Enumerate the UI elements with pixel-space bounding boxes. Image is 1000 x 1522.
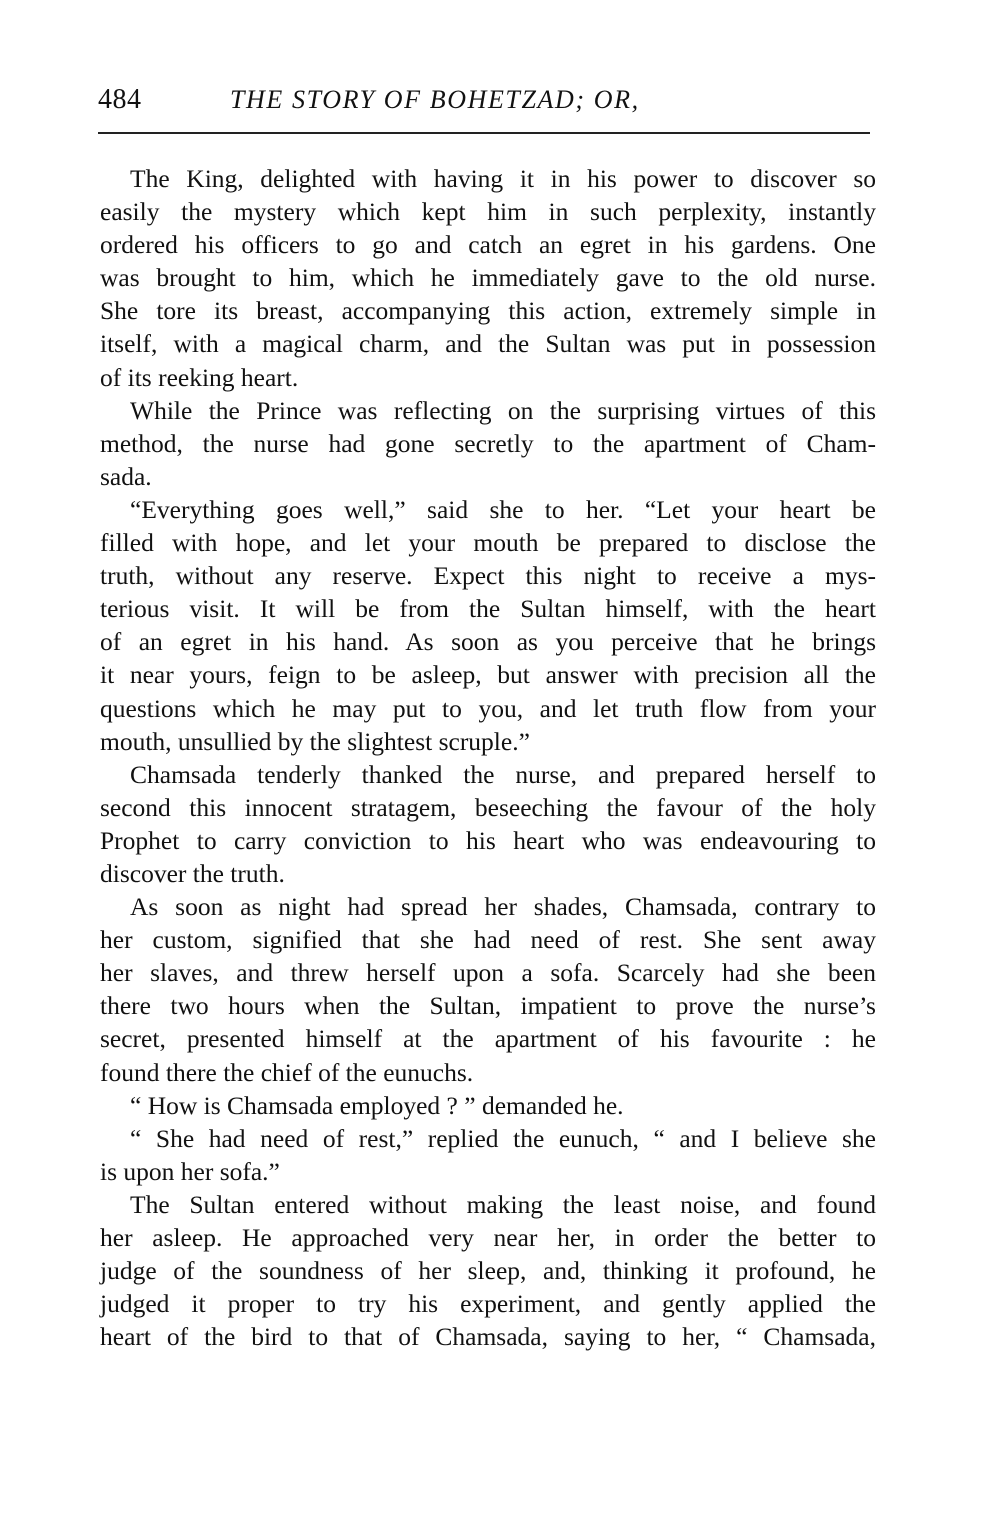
text-line: easily the mystery which kept him in such perplexity, instantly: [100, 197, 876, 227]
text-line: method, the nurse had gone secretly to the apartment of Cham-: [100, 428, 876, 458]
text-line: found there the chief of the eunuchs.: [100, 1057, 474, 1087]
text-line: second this innocent stratagem, beseeching the favour of the holy: [100, 792, 876, 822]
text-line: terious visit. It will be from the Sultan himself, with the heart: [100, 594, 876, 624]
text-line: While the Prince was reflecting on the surprising virtues of this: [130, 395, 876, 425]
header-rule: [98, 132, 870, 134]
text-line: questions which he may put to you, and let truth flow from your: [100, 693, 876, 723]
text-line: truth, without any reserve. Expect this night to receive a mys-: [100, 561, 876, 591]
text-line: sada.: [100, 461, 152, 491]
text-line: discover the truth.: [100, 858, 285, 888]
text-line: of an egret in his hand. As soon as you perceive that he brings: [100, 627, 876, 657]
text-line: judged it proper to try his experiment, and gently applied the: [100, 1289, 876, 1319]
text-line: The Sultan entered without making the least noise, and found: [130, 1189, 876, 1219]
text-line: itself, with a magical charm, and the Sultan was put in possession: [100, 329, 876, 359]
text-line: is upon her sofa.”: [100, 1156, 280, 1186]
text-line: As soon as night had spread her shades, Chamsada, contrary to: [130, 892, 876, 922]
text-line: her custom, signified that she had need of rest. She sent away: [100, 925, 876, 955]
text-line: judge of the soundness of her sleep, and, thinking it profound, he: [100, 1256, 876, 1286]
body-text: [100, 162, 876, 1353]
text-line: there two hours when the Sultan, impatient to prove the nurse’s: [100, 991, 876, 1021]
text-line: “ How is Chamsada employed ? ” demanded he.: [130, 1090, 624, 1120]
text-line: “Everything goes well,” said she to her. “Let your heart be: [130, 494, 876, 524]
text-line: secret, presented himself at the apartment of his favourite : he: [100, 1024, 876, 1054]
text-line: She tore its breast, accompanying this action, extremely simple in: [100, 296, 876, 326]
page-number: 484: [98, 84, 142, 115]
text-line: Prophet to carry conviction to his heart who was endeavouring to: [100, 825, 876, 855]
text-line: “ She had need of rest,” replied the eunuch, “ and I believe she: [130, 1123, 876, 1153]
running-title: THE STORY OF BOHETZAD; OR,: [230, 85, 640, 114]
text-line: The King, delighted with having it in his power to discover so: [130, 164, 876, 193]
text-line: heart of the bird to that of Chamsada, saying to her, “ Chamsada,: [100, 1322, 876, 1352]
text-line: mouth, unsullied by the slightest scruple.”: [100, 726, 530, 756]
running-head: [98, 80, 870, 124]
text-line: Chamsada tenderly thanked the nurse, and prepared herself to: [130, 759, 876, 789]
text-line: her slaves, and threw herself upon a sofa. Scarcely had she been: [100, 958, 876, 988]
text-line: filled with hope, and let your mouth be prepared to disclose the: [100, 528, 876, 558]
text-line: of its reeking heart.: [100, 362, 299, 392]
text-line: ordered his officers to go and catch an egret in his gardens. One: [100, 230, 876, 260]
text-line: her asleep. He approached very near her, in order the better to: [100, 1223, 876, 1252]
text-line: was brought to him, which he immediately gave to the old nurse.: [100, 263, 876, 293]
text-line: it near yours, feign to be asleep, but answer with precision all the: [100, 660, 876, 690]
